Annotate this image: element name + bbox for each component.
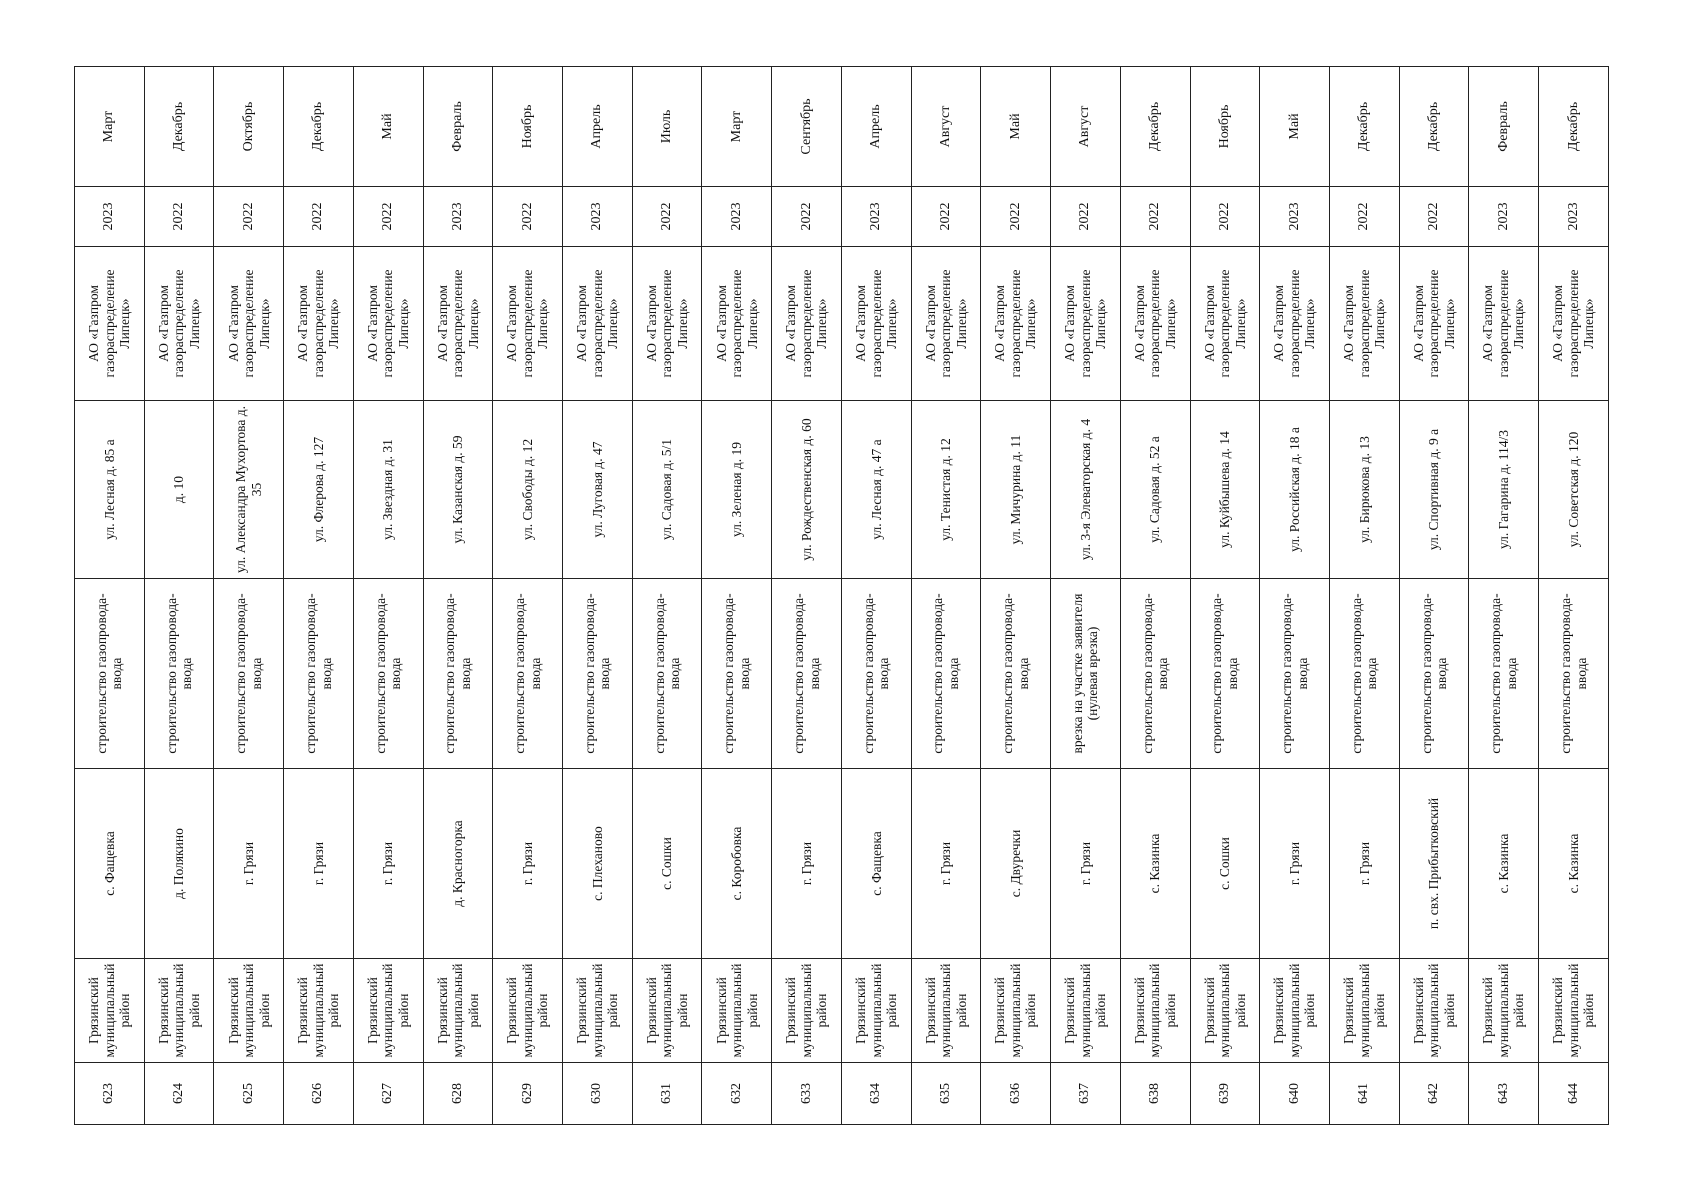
- address-cell: ул. Зеленая д. 19: [702, 401, 772, 579]
- district-cell: Грязинский муниципальный район: [772, 959, 842, 1063]
- month-cell: Апрель: [841, 67, 911, 187]
- row-number: 637: [1051, 1063, 1121, 1125]
- address-cell: ул. Флерова д. 127: [284, 401, 354, 579]
- settlement-cell: с. Фащевка: [841, 769, 911, 959]
- settlement-cell: с. Двуречки: [981, 769, 1051, 959]
- year-cell: 2023: [1260, 187, 1330, 247]
- row-number: 639: [1190, 1063, 1260, 1125]
- organization-cell: АО «Газпром газораспределение Липецк»: [841, 247, 911, 401]
- organization-cell: АО «Газпром газораспределение Липецк»: [144, 247, 214, 401]
- table-row: [563, 67, 633, 1125]
- month-cell: Октябрь: [214, 67, 284, 187]
- row-number: 626: [284, 1063, 354, 1125]
- row-number: 644: [1539, 1063, 1609, 1125]
- table-row: [284, 67, 354, 1125]
- organization-cell: АО «Газпром газораспределение Липецк»: [75, 247, 145, 401]
- district-cell: Грязинский муниципальный район: [493, 959, 563, 1063]
- month-cell: Август: [1051, 67, 1121, 187]
- rotated-table-container: [74, 67, 1609, 1125]
- address-cell: ул. Спортивная д. 9 а: [1399, 401, 1469, 579]
- settlement-cell: г. Грязи: [911, 769, 981, 959]
- district-cell: Грязинский муниципальный район: [911, 959, 981, 1063]
- year-cell: 2023: [75, 187, 145, 247]
- address-cell: ул. Бирюкова д. 13: [1329, 401, 1399, 579]
- work-type-cell: строительство газопровода-ввода: [423, 579, 493, 769]
- month-cell: Декабрь: [1539, 67, 1609, 187]
- year-cell: 2023: [1539, 187, 1609, 247]
- table-row: [1539, 67, 1609, 1125]
- month-cell: Декабрь: [1329, 67, 1399, 187]
- row-number: 633: [772, 1063, 842, 1125]
- organization-cell: АО «Газпром газораспределение Липецк»: [563, 247, 633, 401]
- table-row: [353, 67, 423, 1125]
- work-type-cell: строительство газопровода-ввода: [563, 579, 633, 769]
- address-cell: ул. Лесная д. 85 а: [75, 401, 145, 579]
- district-cell: Грязинский муниципальный район: [1190, 959, 1260, 1063]
- settlement-cell: г. Грязи: [1260, 769, 1330, 959]
- month-cell: Март: [75, 67, 145, 187]
- year-cell: 2023: [423, 187, 493, 247]
- district-cell: Грязинский муниципальный район: [284, 959, 354, 1063]
- table-row: [423, 67, 493, 1125]
- district-cell: Грязинский муниципальный район: [1120, 959, 1190, 1063]
- document-page: [74, 67, 1609, 1125]
- row-number: 643: [1469, 1063, 1539, 1125]
- settlement-cell: д. Полякино: [144, 769, 214, 959]
- address-cell: ул. Садовая д. 5/1: [632, 401, 702, 579]
- organization-cell: АО «Газпром газораспределение Липецк»: [1469, 247, 1539, 401]
- table-row: [841, 67, 911, 1125]
- settlement-cell: с. Плеханово: [563, 769, 633, 959]
- month-cell: Май: [981, 67, 1051, 187]
- address-cell: д. 10: [144, 401, 214, 579]
- organization-cell: АО «Газпром газораспределение Липецк»: [214, 247, 284, 401]
- organization-cell: АО «Газпром газораспределение Липецк»: [1329, 247, 1399, 401]
- table-row: [702, 67, 772, 1125]
- row-number: 634: [841, 1063, 911, 1125]
- district-cell: Грязинский муниципальный район: [702, 959, 772, 1063]
- address-cell: ул. Александра Мухортова д. 35: [214, 401, 284, 579]
- work-type-cell: строительство газопровода-ввода: [1399, 579, 1469, 769]
- table-row: [632, 67, 702, 1125]
- address-cell: ул. Тенистая д. 12: [911, 401, 981, 579]
- table-row: [911, 67, 981, 1125]
- district-cell: Грязинский муниципальный район: [144, 959, 214, 1063]
- table-body: [75, 67, 1609, 1125]
- settlement-cell: г. Грязи: [772, 769, 842, 959]
- settlement-cell: г. Грязи: [493, 769, 563, 959]
- month-cell: Ноябрь: [493, 67, 563, 187]
- organization-cell: АО «Газпром газораспределение Липецк»: [1539, 247, 1609, 401]
- row-number: 628: [423, 1063, 493, 1125]
- settlement-cell: с. Казинка: [1469, 769, 1539, 959]
- year-cell: 2022: [632, 187, 702, 247]
- organization-cell: АО «Газпром газораспределение Липецк»: [284, 247, 354, 401]
- month-cell: Декабрь: [1399, 67, 1469, 187]
- address-cell: ул. Свободы д. 12: [493, 401, 563, 579]
- table-row: [1120, 67, 1190, 1125]
- settlement-cell: д. Красногорка: [423, 769, 493, 959]
- year-cell: 2022: [214, 187, 284, 247]
- address-cell: ул. Звездная д. 31: [353, 401, 423, 579]
- organization-cell: АО «Газпром газораспределение Липецк»: [1120, 247, 1190, 401]
- work-type-cell: строительство газопровода-ввода: [1120, 579, 1190, 769]
- address-cell: ул. 3-я Элеваторская д. 4: [1051, 401, 1121, 579]
- settlement-cell: с. Казинка: [1539, 769, 1609, 959]
- settlement-cell: с. Сошки: [1190, 769, 1260, 959]
- settlement-cell: с. Казинка: [1120, 769, 1190, 959]
- year-cell: 2022: [493, 187, 563, 247]
- district-cell: Грязинский муниципальный район: [1539, 959, 1609, 1063]
- district-cell: Грязинский муниципальный район: [214, 959, 284, 1063]
- work-type-cell: врезка на участке заявителя (нулевая врезка): [1051, 579, 1121, 769]
- settlement-cell: г. Грязи: [353, 769, 423, 959]
- row-number: 636: [981, 1063, 1051, 1125]
- row-number: 624: [144, 1063, 214, 1125]
- year-cell: 2023: [841, 187, 911, 247]
- row-number: 623: [75, 1063, 145, 1125]
- year-cell: 2022: [353, 187, 423, 247]
- month-cell: Февраль: [423, 67, 493, 187]
- month-cell: Май: [353, 67, 423, 187]
- row-number: 641: [1329, 1063, 1399, 1125]
- work-type-cell: строительство газопровода-ввода: [1260, 579, 1330, 769]
- row-number: 635: [911, 1063, 981, 1125]
- table-row: [981, 67, 1051, 1125]
- table-row: [772, 67, 842, 1125]
- month-cell: Март: [702, 67, 772, 187]
- month-cell: Июль: [632, 67, 702, 187]
- work-type-cell: строительство газопровода-ввода: [75, 579, 145, 769]
- table-row: [144, 67, 214, 1125]
- address-cell: ул. Куйбышева д. 14: [1190, 401, 1260, 579]
- row-number: 631: [632, 1063, 702, 1125]
- row-number: 638: [1120, 1063, 1190, 1125]
- table-row: [75, 67, 145, 1125]
- district-cell: Грязинский муниципальный район: [632, 959, 702, 1063]
- address-cell: ул. Рождественская д. 60: [772, 401, 842, 579]
- work-type-cell: строительство газопровода-ввода: [1329, 579, 1399, 769]
- month-cell: Апрель: [563, 67, 633, 187]
- year-cell: 2022: [772, 187, 842, 247]
- year-cell: 2022: [1399, 187, 1469, 247]
- organization-cell: АО «Газпром газораспределение Липецк»: [1260, 247, 1330, 401]
- work-type-cell: строительство газопровода-ввода: [214, 579, 284, 769]
- work-type-cell: строительство газопровода-ввода: [632, 579, 702, 769]
- district-cell: Грязинский муниципальный район: [841, 959, 911, 1063]
- table-row: [1469, 67, 1539, 1125]
- row-number: 640: [1260, 1063, 1330, 1125]
- district-cell: Грязинский муниципальный район: [1329, 959, 1399, 1063]
- table-row: [493, 67, 563, 1125]
- organization-cell: АО «Газпром газораспределение Липецк»: [632, 247, 702, 401]
- row-number: 627: [353, 1063, 423, 1125]
- row-number: 629: [493, 1063, 563, 1125]
- work-type-cell: строительство газопровода-ввода: [1190, 579, 1260, 769]
- row-number: 630: [563, 1063, 633, 1125]
- organization-cell: АО «Газпром газораспределение Липецк»: [1190, 247, 1260, 401]
- organization-cell: АО «Газпром газораспределение Липецк»: [772, 247, 842, 401]
- organization-cell: АО «Газпром газораспределение Липецк»: [353, 247, 423, 401]
- work-type-cell: строительство газопровода-ввода: [353, 579, 423, 769]
- table-row: [1190, 67, 1260, 1125]
- organization-cell: АО «Газпром газораспределение Липецк»: [911, 247, 981, 401]
- organization-cell: АО «Газпром газораспределение Липецк»: [1051, 247, 1121, 401]
- settlement-cell: с. Коробовка: [702, 769, 772, 959]
- district-cell: Грязинский муниципальный район: [353, 959, 423, 1063]
- year-cell: 2022: [981, 187, 1051, 247]
- settlement-cell: п. свх. Прибытковский: [1399, 769, 1469, 959]
- month-cell: Сентябрь: [772, 67, 842, 187]
- month-cell: Ноябрь: [1190, 67, 1260, 187]
- district-cell: Грязинский муниципальный район: [1399, 959, 1469, 1063]
- address-cell: ул. Гагарина д. 114/3: [1469, 401, 1539, 579]
- year-cell: 2022: [144, 187, 214, 247]
- gasification-table: [74, 66, 1609, 1125]
- address-cell: ул. Мичурина д. 11: [981, 401, 1051, 579]
- settlement-cell: г. Грязи: [284, 769, 354, 959]
- address-cell: ул. Российская д. 18 а: [1260, 401, 1330, 579]
- year-cell: 2022: [1190, 187, 1260, 247]
- month-cell: Декабрь: [1120, 67, 1190, 187]
- settlement-cell: г. Грязи: [1051, 769, 1121, 959]
- work-type-cell: строительство газопровода-ввода: [144, 579, 214, 769]
- table-row: [1399, 67, 1469, 1125]
- address-cell: ул. Лесная д. 47 а: [841, 401, 911, 579]
- year-cell: 2022: [284, 187, 354, 247]
- organization-cell: АО «Газпром газораспределение Липецк»: [1399, 247, 1469, 401]
- table-row: [1260, 67, 1330, 1125]
- work-type-cell: строительство газопровода-ввода: [493, 579, 563, 769]
- district-cell: Грязинский муниципальный район: [75, 959, 145, 1063]
- district-cell: Грязинский муниципальный район: [981, 959, 1051, 1063]
- district-cell: Грязинский муниципальный район: [1260, 959, 1330, 1063]
- year-cell: 2023: [563, 187, 633, 247]
- district-cell: Грязинский муниципальный район: [423, 959, 493, 1063]
- month-cell: Май: [1260, 67, 1330, 187]
- work-type-cell: строительство газопровода-ввода: [1539, 579, 1609, 769]
- work-type-cell: строительство газопровода-ввода: [702, 579, 772, 769]
- address-cell: ул. Луговая д. 47: [563, 401, 633, 579]
- district-cell: Грязинский муниципальный район: [563, 959, 633, 1063]
- work-type-cell: строительство газопровода-ввода: [841, 579, 911, 769]
- settlement-cell: с. Фащевка: [75, 769, 145, 959]
- district-cell: Грязинский муниципальный район: [1051, 959, 1121, 1063]
- row-number: 642: [1399, 1063, 1469, 1125]
- address-cell: ул. Садовая д. 52 а: [1120, 401, 1190, 579]
- settlement-cell: с. Сошки: [632, 769, 702, 959]
- month-cell: Декабрь: [144, 67, 214, 187]
- month-cell: Декабрь: [284, 67, 354, 187]
- organization-cell: АО «Газпром газораспределение Липецк»: [981, 247, 1051, 401]
- row-number: 632: [702, 1063, 772, 1125]
- work-type-cell: строительство газопровода-ввода: [772, 579, 842, 769]
- organization-cell: АО «Газпром газораспределение Липецк»: [702, 247, 772, 401]
- year-cell: 2022: [911, 187, 981, 247]
- work-type-cell: строительство газопровода-ввода: [981, 579, 1051, 769]
- table-row: [1051, 67, 1121, 1125]
- work-type-cell: строительство газопровода-ввода: [911, 579, 981, 769]
- address-cell: ул. Советская д. 120: [1539, 401, 1609, 579]
- row-number: 625: [214, 1063, 284, 1125]
- district-cell: Грязинский муниципальный район: [1469, 959, 1539, 1063]
- organization-cell: АО «Газпром газораспределение Липецк»: [423, 247, 493, 401]
- year-cell: 2023: [1469, 187, 1539, 247]
- table-row: [1329, 67, 1399, 1125]
- month-cell: Август: [911, 67, 981, 187]
- organization-cell: АО «Газпром газораспределение Липецк»: [493, 247, 563, 401]
- year-cell: 2023: [702, 187, 772, 247]
- address-cell: ул. Казанская д. 59: [423, 401, 493, 579]
- year-cell: 2022: [1051, 187, 1121, 247]
- table-row: [214, 67, 284, 1125]
- settlement-cell: г. Грязи: [214, 769, 284, 959]
- work-type-cell: строительство газопровода-ввода: [284, 579, 354, 769]
- work-type-cell: строительство газопровода-ввода: [1469, 579, 1539, 769]
- year-cell: 2022: [1329, 187, 1399, 247]
- settlement-cell: г. Грязи: [1329, 769, 1399, 959]
- month-cell: Февраль: [1469, 67, 1539, 187]
- year-cell: 2022: [1120, 187, 1190, 247]
